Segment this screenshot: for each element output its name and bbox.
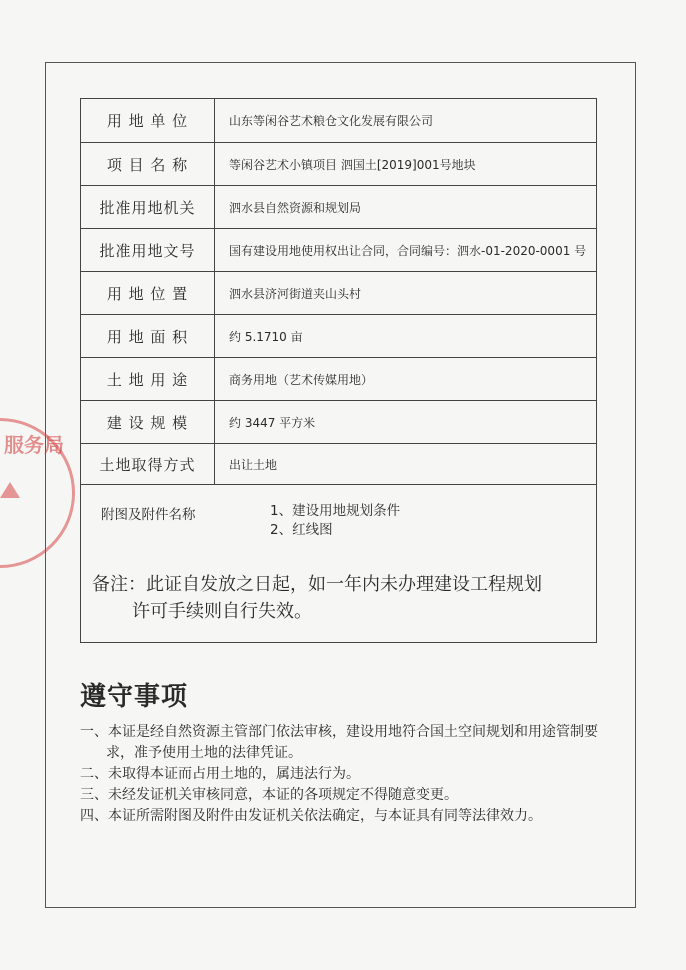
seal-star-icon bbox=[0, 482, 20, 498]
remark-line-1: 备注：此证自发放之日起，如一年内未办理建设工程规划 bbox=[92, 574, 542, 595]
table-row bbox=[81, 272, 597, 315]
notice-list bbox=[80, 722, 620, 827]
notice-item: 一、本证是经自然资源主管部门依法审核，建设用地符合国土空间规划和用途管制要求，准予使用土地的法律凭证。 bbox=[80, 724, 598, 761]
field-value: 泗水县自然资源和规划局 bbox=[215, 186, 597, 229]
field-label: 土地取得方式 bbox=[81, 444, 215, 485]
notice-heading: 遵守事项 bbox=[80, 682, 189, 712]
field-label: 用 地 单 位 bbox=[81, 99, 215, 143]
table-row bbox=[81, 186, 597, 229]
field-value: 等闲谷艺术小镇项目 泗国土[2019]001号地块 bbox=[215, 143, 597, 186]
field-label: 项 目 名 称 bbox=[81, 143, 215, 186]
field-label: 建 设 规 模 bbox=[81, 401, 215, 444]
seal-text: 服务局 bbox=[4, 433, 64, 457]
field-value: 约 5.1710 亩 bbox=[215, 315, 597, 358]
table-row bbox=[81, 143, 597, 186]
attachments-list bbox=[270, 502, 400, 540]
table-row bbox=[81, 315, 597, 358]
table-row bbox=[81, 358, 597, 401]
field-label: 批准用地机关 bbox=[81, 186, 215, 229]
remark-note bbox=[92, 571, 542, 625]
field-label: 用 地 位 置 bbox=[81, 272, 215, 315]
field-value: 商务用地（艺术传媒用地） bbox=[215, 358, 597, 401]
attachment-item: 1、建设用地规划条件 bbox=[270, 503, 401, 519]
land-info-table bbox=[80, 98, 597, 643]
table-row bbox=[81, 229, 597, 272]
field-label: 土 地 用 途 bbox=[81, 358, 215, 401]
field-label: 批准用地文号 bbox=[81, 229, 215, 272]
notice-item: 三、未经发证机关审核同意，本证的各项规定不得随意变更。 bbox=[80, 787, 458, 803]
field-value: 山东等闲谷艺术粮仓文化发展有限公司 bbox=[215, 99, 597, 143]
remark-line-2: 许可手续则自行失效。 bbox=[132, 601, 312, 622]
notice-item: 二、未取得本证而占用土地的，属违法行为。 bbox=[80, 766, 360, 782]
attachment-item: 2、红线图 bbox=[270, 522, 333, 538]
field-value: 出让土地 bbox=[215, 444, 597, 485]
field-label: 用 地 面 积 bbox=[81, 315, 215, 358]
table-row bbox=[81, 99, 597, 143]
field-value: 泗水县济河街道夹山头村 bbox=[215, 272, 597, 315]
attachments-label: 附图及附件名称 bbox=[101, 507, 196, 523]
field-value: 国有建设用地使用权出让合同，合同编号：泗水-01-2020-0001 号 bbox=[215, 229, 597, 272]
table-row bbox=[81, 401, 597, 444]
field-value: 约 3447 平方米 bbox=[215, 401, 597, 444]
notice-item: 四、本证所需附图及附件由发证机关依法确定，与本证具有同等法律效力。 bbox=[80, 808, 542, 824]
table-row bbox=[81, 444, 597, 485]
